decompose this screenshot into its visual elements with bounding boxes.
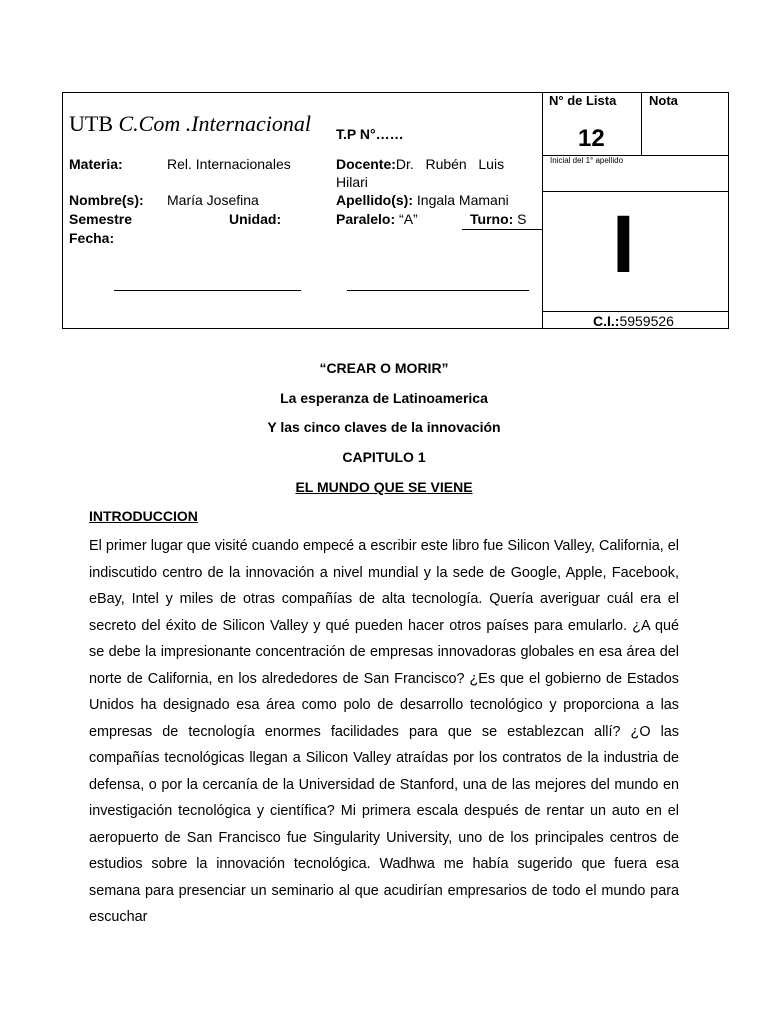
docente-label: Docente: (336, 156, 396, 172)
materia-value: Rel. Internacionales (167, 156, 291, 172)
fecha-label: Fecha: (69, 230, 115, 246)
apellido-value: Ingala Mamani (416, 192, 509, 208)
institution-prefix: UTB (69, 111, 113, 136)
nombre-value: María Josefina (167, 192, 259, 208)
docente-value-line1: Dr. Rubén Luis (395, 156, 505, 172)
ci-value: 5959526 (619, 313, 674, 329)
nota-divider (641, 93, 642, 156)
paralelo-label: Paralelo: (336, 211, 396, 227)
docente-value-line2: Hilari (336, 174, 368, 190)
turno-field (470, 211, 527, 228)
subtitle-2: Y las cinco claves de la innovación (267, 419, 501, 435)
apellido-label: Apellido(s): (336, 192, 413, 208)
body-paragraph: El primer lugar que visité cuando empecé a escribir este libro fue Silicon Valley, California, el indiscutido centro de la innovación a nivel mundial y la sede de Google, Apple, Facebook, eBay, Intel y miles de otras compañías de alta tecnología. Quería averiguar cuál era el secreto del éxito de Silicon Valley y qué pueden hacer otros países para emularlo. ¿A qué se debe la impresionante concentración de empresas innovadoras globales en esa área del norte de California, en los alrededores de San Francisco? ¿Es que el gobierno de Estados Unidos ha designado esa área como polo de desarrollo tecnológico y proporciona a las empresas de tecnología enormes facilidades para que se establezcan allí? ¿O las compañías tecnológicas llegan a Silicon Valley atraídas por los contratos de la industria de defensa, o por la cercanía de la Universidad de Stanford, una de las mejores del mundo en investigación tecnológica y científica? Mi primera escala después de rentar un auto en el aeropuerto de San Francisco fue Singularity University, uno de los principales centros de estudios sobre la innovación tecnológica. Wadhwa me había sugerido que fuera esa semana para presenciar un seminario al que acudirían empresarios de todo el mundo para escuchar (89, 538, 679, 925)
semestre-label: Semestre (69, 211, 133, 227)
docente-field (336, 156, 536, 173)
unidad-label: Unidad: (229, 211, 282, 227)
institution-name: C.Com .Internacional (118, 111, 311, 136)
inicial-label: Inicial del 1° apellido (550, 156, 624, 165)
nombre-label: Nombre(s): (69, 192, 144, 208)
chapter-title: EL MUNDO QUE SE VIENE (295, 479, 473, 495)
signature-line-left (114, 290, 301, 291)
institution-title (69, 111, 311, 137)
turno-value: S (517, 211, 527, 227)
chapter-number: CAPITULO 1 (342, 449, 426, 465)
materia-label: Materia: (69, 156, 123, 172)
subtitle-1: La esperanza de Latinoamerica (280, 390, 488, 406)
ci-label: C.I.: (593, 313, 620, 329)
turno-underline (462, 229, 542, 230)
tp-label: T.P N°…… (336, 126, 404, 142)
lista-value: 12 (578, 125, 605, 152)
turno-label: Turno: (470, 211, 514, 227)
ci-top-line (542, 311, 729, 312)
apellido-field (336, 192, 509, 209)
paralelo-field (336, 211, 418, 228)
section-heading: INTRODUCCION (89, 508, 198, 524)
lista-label: N° de Lista (549, 93, 617, 108)
right-column-divider (542, 93, 543, 329)
inicial-value: I (612, 199, 635, 290)
signature-line-right (347, 290, 529, 291)
ci-field (593, 313, 674, 330)
main-title: “CREAR O MORIR” (319, 360, 449, 376)
nota-label: Nota (649, 93, 678, 108)
inicial-bottom-line (542, 191, 729, 192)
paralelo-value: “A” (399, 211, 418, 227)
